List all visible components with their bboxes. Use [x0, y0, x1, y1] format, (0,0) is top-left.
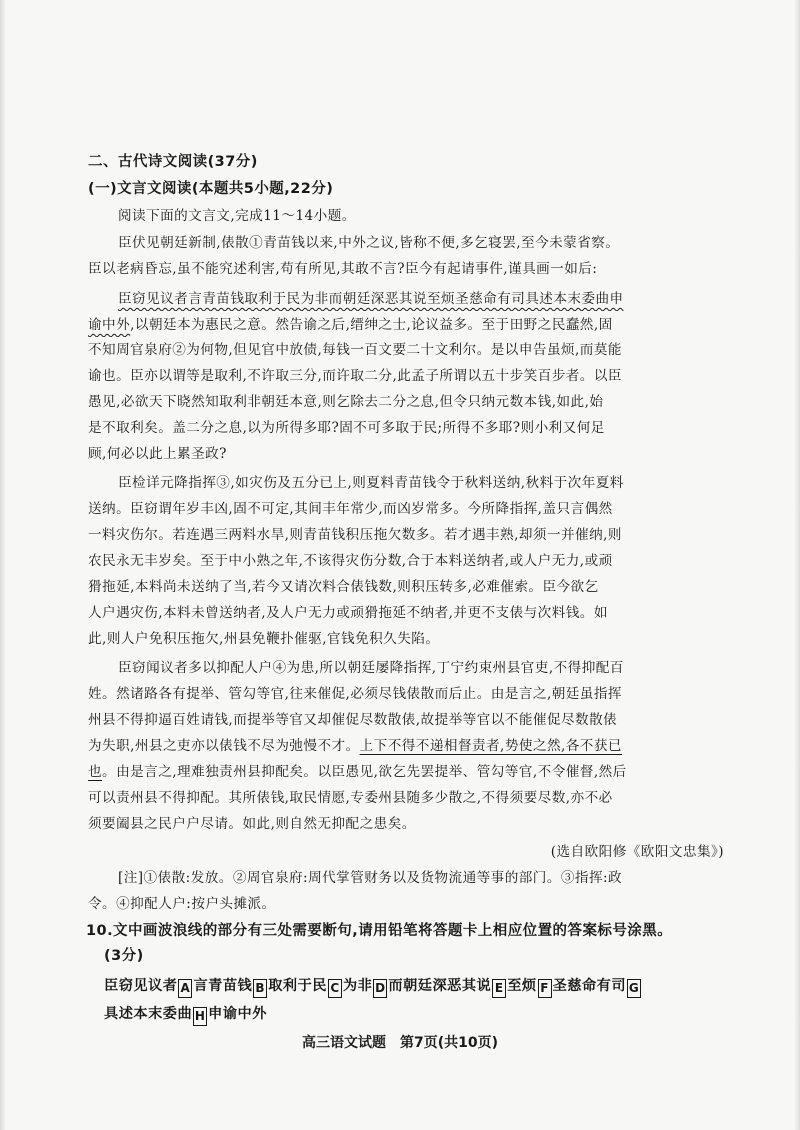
- passage-p4-line: [88, 734, 724, 758]
- passage-p1-line: 臣伏见朝廷新制,俵散①青苗钱以来,中外之议,皆称不便,多乞寝罢,至今未蒙省察。: [118, 235, 620, 251]
- break-option-box[interactable]: C: [328, 979, 342, 998]
- answer-segment: 而朝廷深恶其说: [388, 978, 492, 994]
- answer-segment: 至烦: [507, 978, 537, 994]
- passage-p2-line: 顾,何必以此上累圣政?: [88, 446, 227, 462]
- passage-p4-line: 须要阖县之民户户尽请。如此,则自然无抑配之患矣。: [88, 816, 416, 832]
- passage-text: 。由是言之,理难独责州县抑配矣。以臣愚见,欲乞先罢提举、管勾等官,不令催督,然后: [102, 764, 627, 780]
- notes-line: 令。④抑配人户:按户头摊派。: [88, 896, 276, 912]
- passage-p3-line: 猾拖延,本料尚未送纳了当,若今又请次料合俵钱数,则积压转多,必难催索。臣今欲乞: [88, 579, 599, 595]
- section-title: 二、古代诗文阅读(37分): [88, 154, 258, 170]
- answer-segment: 为非: [342, 978, 373, 994]
- question-10-prompt: 10.文中画波浪线的部分有三处需要断句,请用铅笔将答题卡上相应位置的答案标号涂黑。: [86, 923, 673, 939]
- footer-subject: 高三语文试题: [301, 1035, 386, 1051]
- break-option-box[interactable]: F: [538, 979, 552, 998]
- break-option-box[interactable]: H: [193, 1007, 207, 1026]
- answer-segment: 取利于民: [268, 978, 327, 994]
- passage-p1-line: 臣以老病昏忘,虽不能究述利害,苟有所见,其敢不言?臣今有起请事件,谨具画一如后:: [88, 261, 598, 277]
- passage-p3-line: 一料灾伤尔。若连遇三两料水旱,则青苗钱积压拖欠数多。若才遇丰熟,却须一并催纳,则: [88, 527, 622, 543]
- passage-text: ,以朝廷本为惠民之意。然告谕之后,缙绅之士,论议益多。至于田野之民蠢然,固: [130, 317, 613, 333]
- passage-p4-line: 姓。然诸路各有提举、管勾等官,往来催促,必须尽钱俵散而后止。由是言之,朝廷虽指挥: [88, 686, 622, 702]
- footer-page-number: 第7页(共10页): [399, 1035, 499, 1051]
- break-option-box[interactable]: E: [492, 979, 506, 998]
- instruction: 阅读下面的文言文,完成11～14小题。: [118, 208, 356, 224]
- passage-p2-line: 谕也。臣亦以谓等是取利,不许取三分,而许取二分,此孟子所谓以五十步笑百步者。以臣: [88, 368, 622, 384]
- answer-segment: 具述本末委曲: [104, 1006, 193, 1022]
- page-footer: [0, 1032, 800, 1052]
- passage-p2-line: 愚见,必欲天下晓然知取利非朝廷本意,则乞除去二分之息,但令只纳元数本钱,如此,始: [88, 394, 604, 410]
- answer-sequence-continued: [104, 1002, 744, 1026]
- passage-p2-line: [88, 313, 724, 337]
- passage-p3-line: 送纳。臣窃谓年岁丰凶,固不可定,其间丰年常少,而凶岁常多。今所降指挥,盖只言偶然: [88, 501, 613, 517]
- answer-segment: 臣窃见议者: [104, 978, 178, 994]
- break-option-box[interactable]: B: [253, 979, 267, 998]
- source-citation: (选自欧阳修《欧阳文忠集》): [550, 844, 724, 860]
- notes-line: [注]①俵散:发放。②周官泉府:周代掌管财务以及货物流通等事的部门。③指挥:政: [118, 870, 623, 886]
- scan-edge-right: [794, 0, 800, 1130]
- passage-p4-line: 臣窃闻议者多以抑配人户④为患,所以朝廷屡降指挥,丁宁约束州县官吏,不得抑配百: [118, 660, 624, 676]
- passage-p4-line: [88, 760, 724, 784]
- passage-text: 为失职,州县之吏亦以俵钱不尽为弛慢不才。: [88, 738, 360, 754]
- break-option-box[interactable]: A: [178, 979, 192, 998]
- scan-edge-left: [0, 0, 6, 1130]
- passage-p3-line: 此,则人户免积压拖欠,州县免鞭扑催驱,官钱免积久失陷。: [88, 631, 440, 647]
- passage-p4-line: 可以责州县不得抑配。其所俵钱,取民情愿,专委州县随多少散之,不得须要尽数,亦不必: [88, 790, 613, 806]
- break-option-box[interactable]: G: [627, 979, 641, 998]
- wavy-underlined-text: 谕中外: [88, 317, 131, 333]
- answer-segment: 圣慈命有司: [552, 978, 627, 994]
- break-option-box[interactable]: D: [373, 979, 387, 998]
- underlined-text: 也: [88, 764, 103, 780]
- passage-p2-line: [88, 287, 754, 311]
- question-10-points: (3分): [104, 948, 144, 964]
- passage-p4-line: 州县不得抑逼百姓请钱,而提举等官又却催促尽数散俵,故提举等官以不能催促尽数散俵: [88, 712, 618, 728]
- answer-sequence: [104, 974, 744, 998]
- passage-p3-line: 农民永无丰岁矣。至于中小熟之年,不该得灾伤分数,合于本料送纳者,或人户无力,或顽: [88, 553, 613, 569]
- section-subtitle: (一)文言文阅读(本题共5小题,22分): [88, 181, 334, 197]
- answer-segment: 言青苗钱: [193, 978, 253, 994]
- underlined-text: 上下不得不递相督责者,势使之然,各不获已: [359, 738, 622, 754]
- answer-segment: 申谕中外: [208, 1006, 267, 1022]
- passage-p3-line: 臣检详元降指挥③,如灾伤及五分已上,则夏料青苗钱令于秋料送纳,秋料于次年夏料: [118, 475, 624, 491]
- wavy-underlined-text: 臣窃见议者言青苗钱取利于民为非而朝廷深恶其说至烦圣慈命有司具述本末委曲申: [118, 291, 624, 307]
- passage-p2-line: 不知周官泉府②为何物,但见官中放债,每钱一百文要二十文利尔。是以申告虽烦,而莫能: [88, 342, 622, 358]
- passage-p3-line: 人户遇灾伤,本料未曾送纳者,及人户无力或顽猾拖延不纳者,并更不支俵与次料钱。如: [88, 605, 608, 621]
- passage-p2-line: 是不取利矣。盖二分之息,以为所得多耶?固不可多取于民;所得不多耶?则小利又何足: [88, 420, 605, 436]
